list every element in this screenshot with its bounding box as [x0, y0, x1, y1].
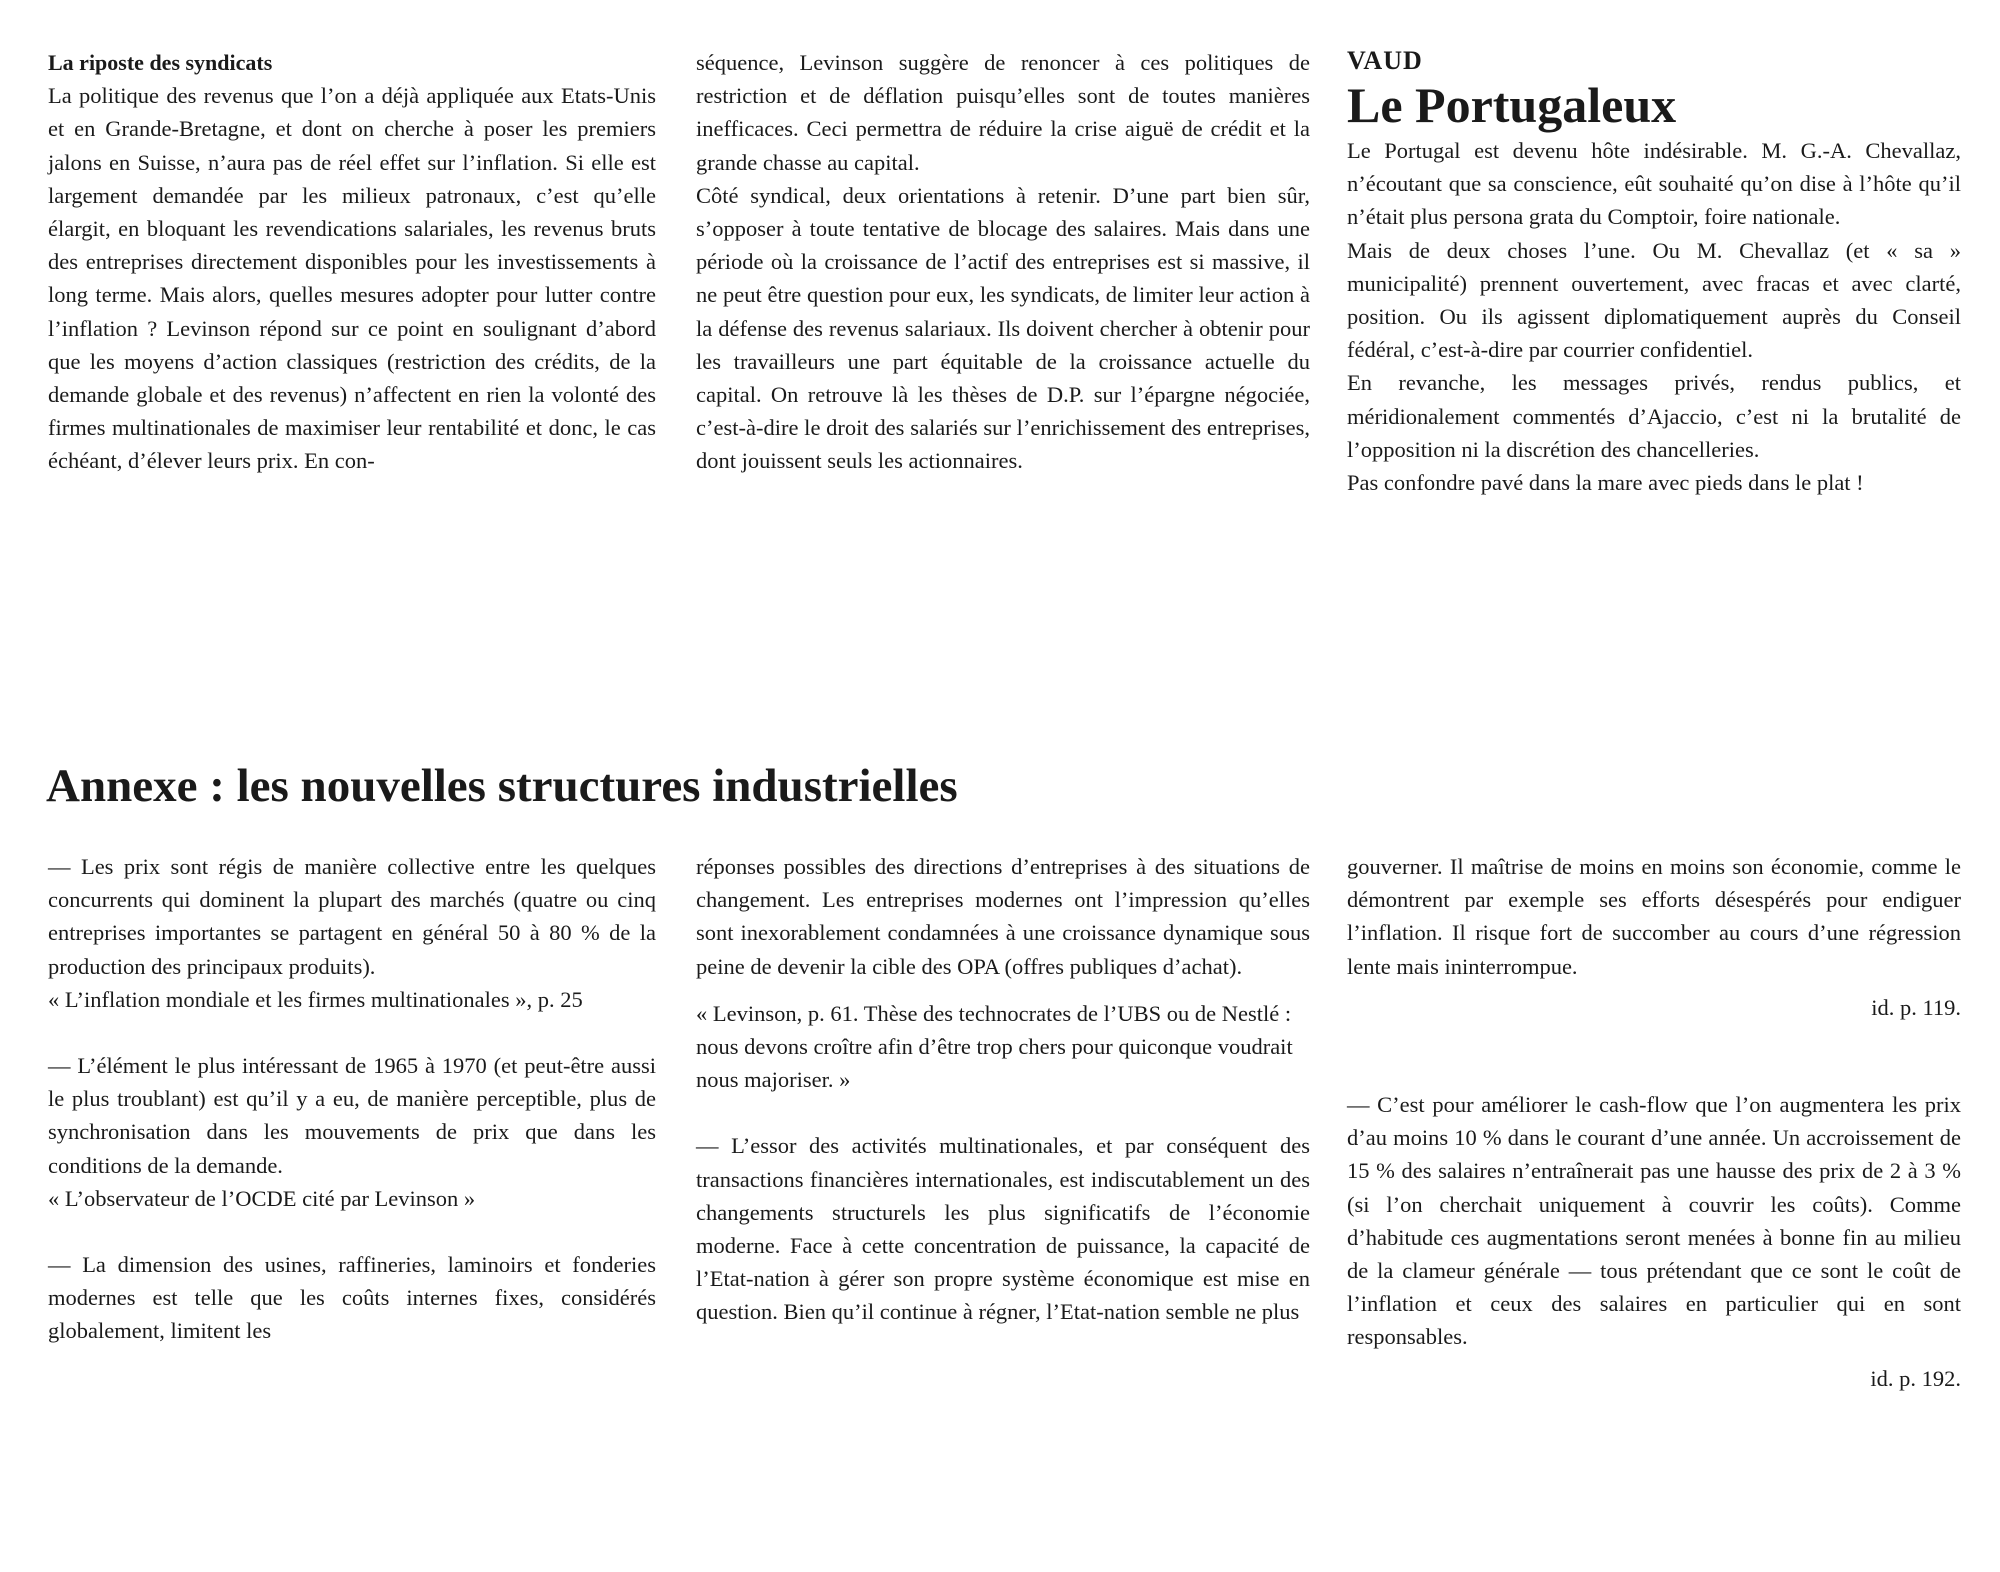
column-syndicats: [48, 46, 656, 478]
citation: « L’observateur de l’OCDE cité par Levinson »: [48, 1185, 476, 1211]
citation: « Levinson, p. 61. Thèse des technocrates de l’UBS ou de Nestlé : nous devons croître afin d’être trop chers pour quiconque voudrait nous majoriser. »: [696, 1000, 1293, 1093]
reference: id. p. 119.: [1871, 994, 1961, 1020]
column-portugaleux: [1347, 46, 1961, 499]
quote-paragraph: gouverner. Il maîtrise de moins en moins son économie, comme le démontrent par exemple ses efforts désespérés pour endiguer l’inflation. Il risque fort de succomber au cours d’une régression lente mais ininterrompue.: [1347, 854, 1961, 979]
annex-title: Annexe : les nouvelles structures industrielles: [46, 760, 958, 812]
article-title: Le Portugaleux: [1347, 77, 1677, 133]
paragraph: Le Portugal est devenu hôte indésirable. M. G.-A. Chevallaz, n’écoutant que sa conscience, eût souhaité qu’on dise à l’hôte qu’il n’était plus persona grata du Comptoir, foire nationale.: [1347, 138, 1961, 230]
paragraph: Pas confondre pavé dans la mare avec pieds dans le plat !: [1347, 470, 1864, 496]
annex-column-3: [1347, 850, 1961, 1395]
quote-paragraph: — La dimension des usines, raffineries, laminoirs et fonderies modernes est telle que les coûts internes fixes, considérés globalement, limitent les: [48, 1252, 656, 1344]
paragraph: Mais de deux choses l’une. Ou M. Chevallaz (et « sa » municipalité) prennent ouvertement, avec fracas et avec clarté, position. Ou ils agissent diplomatiquement auprès du Conseil fédéral, c’est-à-dire par courrier confidentiel.: [1347, 237, 1961, 363]
quote-paragraph: — L’essor des activités multinationales, et par conséquent des transactions financières internationales, est indiscutablement un des changements structurels les plus significatifs de l’économie moderne. Face à cette concentration de puissance, la capacité de l’Etat-nation à gérer son propre système économique est mise en question. Bien qu’il continue à régner, l’Etat-nation semble ne plus: [696, 1133, 1310, 1325]
annex-column-2: [696, 850, 1310, 1329]
paragraph: La politique des revenus que l’on a déjà appliquée aux Etats-Unis et en Grande-Bretagne, et dont on cherche à poser les premiers jalons en Suisse, n’aura pas de réel effet sur l’inflation. Si elle est largement demandée par les milieux patronaux, c’est qu’elle élargit, en bloquant les revendications salariales, les revenus bruts des entreprises directement disponibles pour les investissements à long terme. Mais alors, quelles mesures adopter pour lutter contre l’inflation ? Levinson répond sur ce point en soulignant d’abord que les moyens d’action classiques (restriction des crédits, de la demande globale et des revenus) n’affectent en rien la volonté des firmes multinationales de maximiser leur rentabilité et donc, le cas échéant, d’élever leurs prix. En con-: [48, 83, 656, 474]
quote-paragraph: — Les prix sont régis de manière collective entre les quelques concurrents qui dominent la plupart des marchés (quatre ou cinq entreprises importantes se partagent en général 50 à 80 % de la production des principaux produits).: [48, 854, 656, 979]
section-kicker: VAUD: [1347, 46, 1423, 75]
quote-paragraph: — L’élément le plus intéressant de 1965 à 1970 (et peut-être aussi le plus troublant) est qu’il y a eu, de manière perceptible, plus de synchronisation dans les mouvements de prix que dans les conditions de la demande.: [48, 1053, 656, 1178]
reference: id. p. 192.: [1870, 1365, 1961, 1391]
citation: « L’inflation mondiale et les firmes multinationales », p. 25: [48, 986, 583, 1012]
annex-column-1: [48, 850, 656, 1348]
paragraph: Côté syndical, deux orientations à retenir. D’une part bien sûr, s’opposer à toute tentative de blocage des salaires. Mais dans une période où la croissance de l’actif des entreprises est si massive, il ne peut être question pour eux, les syndicats, de limiter leur action à la défense des revenus salariaux. Ils doivent chercher à obtenir pour les travailleurs une part équitable de la croissance actuelle du capital. On retrouve là les thèses de D.P. sur l’épargne négociée, c’est-à-dire le droit des salariés sur l’enrichissement des entreprises, dont jouissent seuls les actionnaires.: [696, 182, 1310, 474]
paragraph: En revanche, les messages privés, rendus publics, et méridionalement commentés d’Ajaccio, c’est ni la brutalité de l’opposition ni la discrétion des chancelleries.: [1347, 370, 1961, 462]
quote-paragraph: — C’est pour améliorer le cash-flow que l’on augmentera les prix d’au moins 10 % dans le courant d’une année. Un accroissement de 15 % des salaires n’entraînerait pas une hausse des prix de 2 à 3 % (si l’on cherchait uniquement à couvrir les coûts). Comme d’habitude ces augmentations seront menées à bonne fin au milieu de la clameur générale — tous prétendant que ce sont le coût de l’inflation et ceux des salaires en particulier qui en sont responsables.: [1347, 1092, 1961, 1350]
column-syndicats-continued: [696, 46, 1310, 478]
paragraph: séquence, Levinson suggère de renoncer à ces politiques de restriction et de déflation puisqu’elles sont de toutes manières inefficaces. Ceci permettra de réduire la crise aiguë de crédit et la grande chasse au capital.: [696, 50, 1310, 175]
quote-paragraph: réponses possibles des directions d’entreprises à des situations de changement. Les entreprises modernes ont l’impression qu’elles sont inexorablement condamnées à une croissance dynamique sous peine de devenir la cible des OPA (offres publiques d’achat).: [696, 854, 1310, 979]
section-heading: La riposte des syndicats: [48, 50, 273, 75]
